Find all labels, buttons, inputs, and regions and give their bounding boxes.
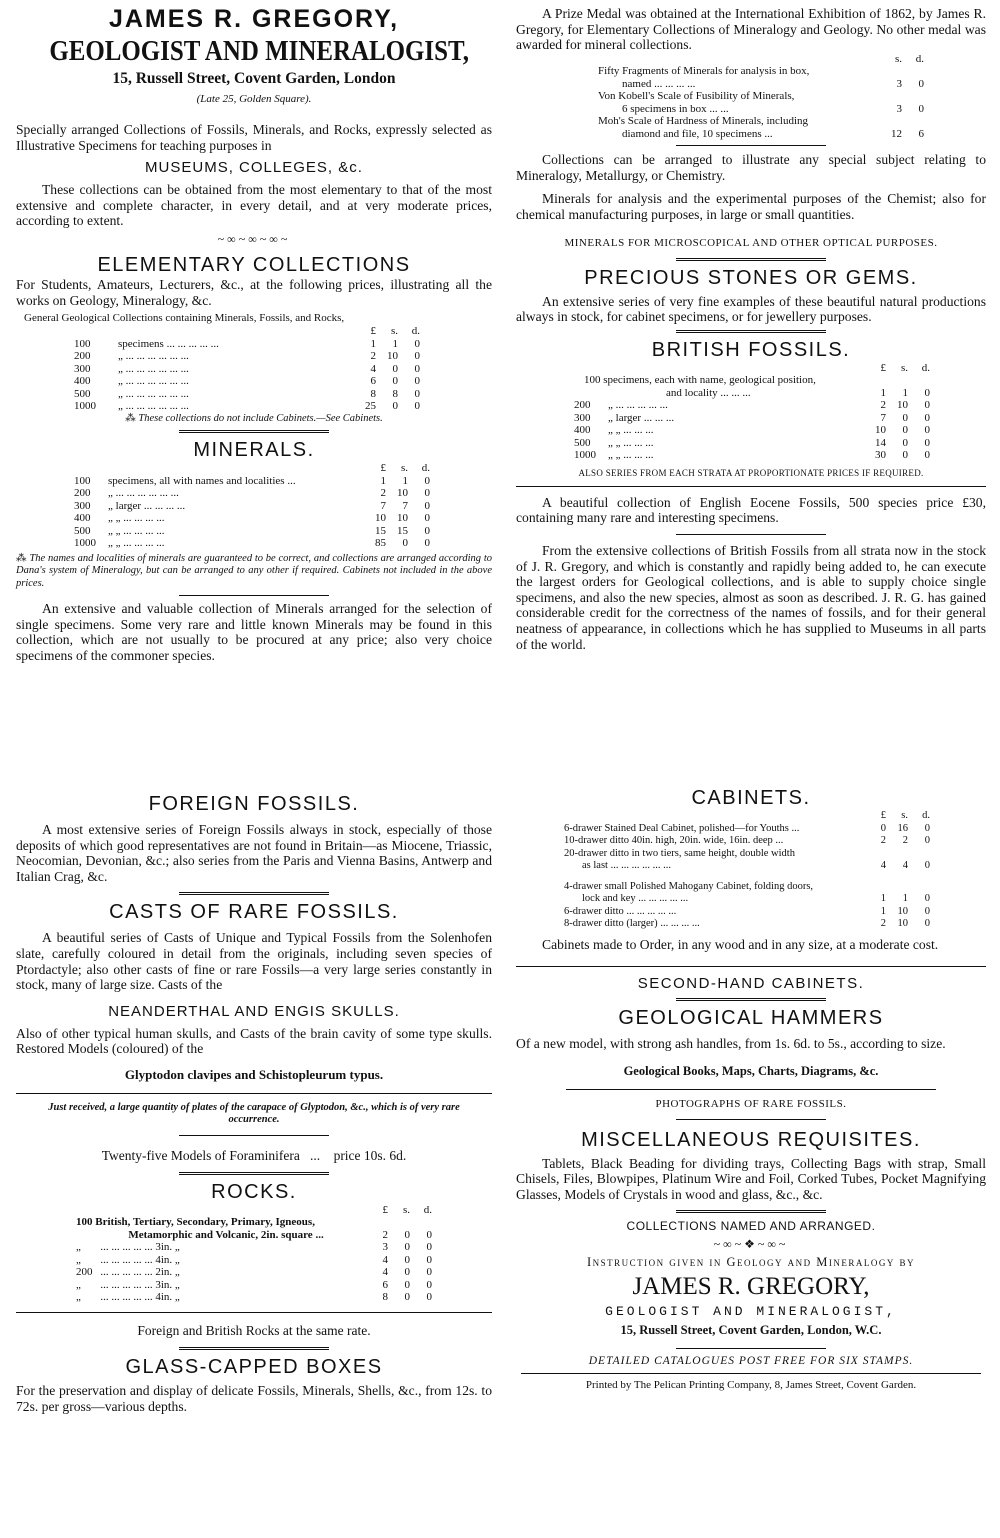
table-row: „ ... ... ... ... ... 4in. „ 4 0 0 <box>76 1253 432 1266</box>
elementary-heading: ELEMENTARY COLLECTIONS <box>97 253 411 276</box>
table-row: Von Kobell's Scale of Fusibility of Minerals, <box>598 90 795 103</box>
rocks-heading: ROCKS. <box>211 1180 297 1203</box>
table-row: 500 „ „ ... ... ... 14 0 0 <box>574 436 930 449</box>
table-row: 1000 „ ... ... ... ... ... ... 25 0 0 <box>74 400 420 413</box>
col-pounds: £ <box>370 325 376 338</box>
divider <box>179 892 329 895</box>
glyptodon-note: Just received, a large quantity of plates of the carapace of Glyptodon, &c., which is of very rare occurrence. <box>48 1101 460 1126</box>
table-row: 200 „ ... ... ... ... ... ... 2 10 0 <box>74 487 430 500</box>
divider <box>179 430 329 433</box>
divider <box>516 966 986 967</box>
table-row: Fifty Fragments of Minerals for analysis in box, <box>598 65 810 78</box>
divider <box>16 1312 492 1313</box>
divider <box>676 1210 826 1213</box>
divider <box>179 1347 329 1350</box>
company-title: GEOLOGIST AND MINERALOGIST, <box>49 35 470 67</box>
ornament-divider: ~∞~❖~∞~ <box>713 1237 789 1252</box>
divider <box>521 1373 981 1374</box>
british-first-line: 100 specimens, each with name, geological position, <box>584 374 816 387</box>
glass-heading: GLASS-CAPPED BOXES <box>125 1355 383 1378</box>
row-label: specimens ... ... ... ... ... <box>118 337 219 350</box>
microscopical-line: MINERALS FOR MICROSCOPICAL AND OTHER OPTICAL PURPOSES. <box>564 236 938 249</box>
table-row: 200 „ ... ... ... ... ... 2 10 0 <box>574 399 930 412</box>
table-row: Metamorphic and Volcanic, 2in. square ... 2 0 0 <box>128 1228 432 1241</box>
divider <box>179 595 329 596</box>
footer-address: 15, Russell Street, Covent Garden, London, W.C. <box>620 1323 882 1338</box>
late-address: (Late 25, Golden Square). <box>196 93 312 105</box>
elementary-price-table <box>72 325 422 413</box>
misc-heading: MISCELLANEOUS REQUISITES. <box>581 1128 921 1151</box>
table-row: Moh's Scale of Hardness of Minerals, including <box>598 115 809 128</box>
british-price-table: £ s. d. 100 specimens, each with name, geological position, and locality ... ... ... 1 1 0 200 „ ... ... ... ... ... 2 10 0 300 „ larger ... ... ... 7 0 0 400 „ „ ... ... ... 10 0 0 500 „ „ ... ... ... 14 0 0 1000 „ „ ... ... ... 30 0 0 <box>574 361 930 462</box>
printer-line: Printed by The Pelican Printing Company, 8, James Street, Covent Garden. <box>585 1379 917 1392</box>
right-column-top <box>516 6 986 652</box>
casts-text-2: Also of other typical human skulls, and Casts of the brain cavity of some type skulls. Restored Models (coloured) of the <box>16 1025 492 1057</box>
minerals-heading: MINERALS. <box>193 439 315 462</box>
divider <box>179 1172 329 1175</box>
table-row: „ ... ... ... ... ... 3in. „ 3 0 0 <box>76 1241 432 1254</box>
company-name: JAMES R. GREGORY, <box>108 5 400 33</box>
intro-text: Specially arranged Collections of Fossils, Minerals, and Rocks, expressly selected as Illustrative Specimens for teaching purposes in <box>16 122 492 153</box>
museums-heading: MUSEUMS, COLLEGES, &c. <box>145 159 363 177</box>
catalogues-line: DETAILED CATALOGUES POST FREE FOR SIX STAMPS. <box>588 1355 914 1368</box>
gems-heading: PRECIOUS STONES OR GEMS. <box>584 266 918 289</box>
hammers-text: Of a new model, with strong ash handles, from 1s. 6d. to 5s., according to size. <box>516 1036 946 1052</box>
table-row: 400 „ „ ... ... ... ... 10 10 0 <box>74 512 430 525</box>
table-row: lock and key ... ... ... ... ... 1 1 0 <box>582 893 930 904</box>
rocks-first-line: 100 British, Tertiary, Secondary, Primary, Igneous, <box>76 1216 315 1229</box>
table-row: 500 „ „ ... ... ... ... 15 15 0 <box>74 524 430 537</box>
instruction-line: Instruction given in Geology and Mineralogy by <box>586 1255 916 1270</box>
company-address: 15, Russell Street, Covent Garden, London <box>112 70 396 87</box>
table-row: 100 specimens ... ... ... ... ... 1 1 0 <box>74 337 420 350</box>
ornament-divider: ~∞~∞~∞~ <box>217 231 291 246</box>
table-row: 20-drawer ditto in two tiers, same height, double width <box>564 847 795 859</box>
divider <box>566 1089 936 1090</box>
minerals-text: An extensive and valuable collection of Minerals arranged for the selection of single specimens. Some very rare and little known Minerals may be found in this collection, which are not usually to be procured at any price; also very choice specimens of the commoner species. <box>16 601 492 663</box>
footer-title: GEOLOGIST AND MINERALOGIST, <box>605 1304 897 1320</box>
table-row: 6 specimens in box ... ... 3 0 <box>622 102 924 115</box>
table-row: 200 „ ... ... ... ... ... ... 2 10 0 <box>74 350 420 363</box>
casts-heading: CASTS OF RARE FOSSILS. <box>109 901 399 924</box>
divider <box>676 998 826 1001</box>
casts-text: A beautiful series of Casts of Unique and Typical Fossils from the Solenhofen slate, carefully coloured in detail from the originals, including seven species of Ptordactyle; also other casts of fine or rare Fossils—a very large series constantly in stock, many of large size. Casts of the <box>16 930 492 993</box>
left-column-top <box>16 4 492 664</box>
divider <box>516 486 986 487</box>
table-row: 6-drawer ditto ... ... ... ... ... 1 10 0 <box>564 905 930 917</box>
table-row: 400 „ ... ... ... ... ... ... 6 0 0 <box>74 375 420 388</box>
table-row: „ ... ... ... ... ... 3in. „ 6 0 0 <box>76 1278 432 1291</box>
cabinets-heading: CABINETS. <box>691 787 811 809</box>
glyptodon-line: Glyptodon clavipes and Schistopleurum typus. <box>124 1066 384 1082</box>
secondhand-heading: SECOND-HAND CABINETS. <box>637 975 865 993</box>
elementary-note: ⁂ These collections do not include Cabinets.—See Cabinets. <box>125 412 383 424</box>
cabinets-text: Cabinets made to Order, in any wood and in any size, at a moderate cost. <box>542 936 939 952</box>
table-row: 300 „ larger ... ... ... ... 7 7 0 <box>74 499 430 512</box>
divider <box>179 1135 329 1136</box>
table-row: named ... ... ... ... 3 0 <box>622 77 924 90</box>
table-row: 400 „ „ ... ... ... 10 0 0 <box>574 424 930 437</box>
divider <box>676 1119 826 1120</box>
table-row: diamond and file, 10 specimens ... 12 6 <box>622 127 924 140</box>
glass-text: For the preservation and display of delicate Fossils, Minerals, Shells, &c., from 12s. to 72s. per gross—various depths. <box>16 1382 492 1414</box>
eocene-text: A beautiful collection of English Eocene Fossils, 500 species price £30, containing many rare and interesting specimens. <box>516 494 986 526</box>
skulls-heading: NEANDERTHAL AND ENGIS SKULLS. <box>108 1002 400 1020</box>
british-heading: BRITISH FOSSILS. <box>651 338 851 361</box>
table-row: 300 „ larger ... ... ... 7 0 0 <box>574 411 930 424</box>
strata-line: ALSO SERIES FROM EACH STRATA AT PROPORTIONATE PRICES IF REQUIRED. <box>578 467 924 478</box>
divider <box>676 145 826 146</box>
foreign-text: A most extensive series of Foreign Fossils always in stock, especially of those deposits of which good representatives are not found in Britain—as Miocene, Triassic, Neocomian, Devonian, &c.; also series from the Paris and Vienna Basins, Antwerp and Italian Crag, &c. <box>16 822 492 884</box>
collections-text: Collections can be arranged to illustrate any special subject relating to Mineralogy, Metallurgy, or Chemistry. <box>516 152 986 183</box>
divider <box>676 330 826 333</box>
photos-line: PHOTOGRAPHS OF RARE FOSSILS. <box>655 1097 847 1110</box>
intro-text-2: These collections can be obtained from the most elementary to that of the most extensive and complete character, in every detail, and at very moderate prices, according to extent. <box>16 182 492 229</box>
table-row: 1000 „ „ ... ... ... ... 85 0 0 <box>74 537 430 550</box>
left-column-bottom <box>16 792 492 1414</box>
table-row: 6-drawer Stained Deal Cabinet, polished—for Youths ... 0 16 0 <box>564 822 930 834</box>
medal-text: A Prize Medal was obtained at the International Exhibition of 1862, by James R. Gregory, for Elementary Collections of Mineralogy and Geology. No other medal was awarded for mineral collections. <box>516 6 986 53</box>
table-row: 8-drawer ditto (larger) ... ... ... ... 2 10 0 <box>564 918 930 929</box>
books-line: Geological Books, Maps, Charts, Diagrams, &c. <box>623 1063 879 1078</box>
table-row: 10-drawer ditto 40in. high, 20in. wide, 16in. deep ... 2 2 0 <box>564 835 930 846</box>
hammers-heading: GEOLOGICAL HAMMERS <box>618 1007 884 1030</box>
chemist-text: Minerals for analysis and the experimental purposes of the Chemist; also for chemical manufacturing purposes, in large or small quantities. <box>516 191 986 223</box>
table-row: 300 „ ... ... ... ... ... ... 4 0 0 <box>74 362 420 375</box>
cabinets-price-table: £ s. d. 6-drawer Stained Deal Cabinet, polished—for Youths ... 0 16 0 10-drawer ditto 40in. high, 20in. wide, 16in. deep ... 2 2 0 20-drawer ditto in two tiers, same height, double width as last ... ... ... ... ... ... 4 4 0 4-drawer small Polished Mahogany Cabinet, folding doors, lock and key ... ... ... ... ... 1 1 0 6-drawer ditto ... ... ... ... ... 1 10 0 8-drawer ditto (larger) ... ... ... ... 2 10 0 <box>564 810 930 929</box>
right-column-bottom <box>516 786 986 1391</box>
gems-text: An extensive series of very fine examples of these beautiful natural productions always in stock, for cabinet specimens, or for jewellery purposes. <box>516 293 986 325</box>
table-row: 4-drawer small Polished Mahogany Cabinet, folding doors, <box>564 880 814 892</box>
col-pence: d. <box>411 325 420 338</box>
british-text: From the extensive collections of British Fossils from all strata now in the stock of J. R. Gregory, and which is constantly and rapidly being added to, he can execute the largest orders for Geological collections, and is able to supply choice single specimens, and also the new species, almost as soon as described. J. R. G. has gained considerable credit for the correctness of the names of fossils, and for their general neatness of appearance, in collections which he has supplied to Museums in all parts of the world. <box>516 543 986 652</box>
table-row: 1000 „ „ ... ... ... 30 0 0 <box>574 449 930 462</box>
foreign-heading: FOREIGN FOSSILS. <box>148 793 360 815</box>
footer-name: JAMES R. GREGORY, <box>632 1273 870 1301</box>
misc-text: Tablets, Black Beading for dividing trays, Collecting Bags with strap, Small Chisels, Files, Blowpipes, Platinum Wire and Foil, Corked Tubes, Pocket Magnifying Glasses, Models of Crystals in wood and glass, &c., &c. <box>516 1155 986 1202</box>
named-line: COLLECTIONS NAMED AND ARRANGED. <box>626 1219 876 1234</box>
rocks-price-table: £ s. d. 100 British, Tertiary, Secondary, Primary, Igneous, Metamorphic and Volcanic, 2in. square ... 2 0 0 „ ... ... ... ... ... 3in. „ 3 0 0 „ ... ... ... ... ... 4in. „ 4 0 0 200 ... ... ... ... ... 2in. „ 4 0 0 „ ... ... ... ... ... 3in. „ 6 0 0 „ ... ... ... ... ... 4in. „ 8 0 0 <box>76 1203 432 1304</box>
table-row: 500 „ ... ... ... ... ... ... 8 8 0 <box>74 387 420 400</box>
divider <box>676 258 826 261</box>
table-row: as last ... ... ... ... ... ... 4 4 0 <box>582 860 930 871</box>
minerals-note: ⁂ The names and localities of minerals are guaranteed to be correct, and collections are arranged according to Dana's system of Mineralogy, but can be arranged to any other if required. Cabinets not included in the above prices. <box>16 552 492 589</box>
minerals-price-table: £ s. d. 100 specimens, all with names and localities ... 1 1 0 200 „ ... ... ... ... ... ... 2 10 0 300 „ larger ... ... ... ... 7 7 0 400 „ „ ... ... ... ... 10 10 0 500 „ „ ... ... ... ... 15 15 0 1000 „ „ ... ... ... ... 85 0 0 <box>74 462 430 550</box>
elementary-subhead: General Geological Collections containing Minerals, Fossils, and Rocks, <box>24 312 345 325</box>
divider <box>16 1093 492 1094</box>
table-row: and locality ... ... ... 1 1 0 <box>666 386 930 399</box>
elementary-text: For Students, Amateurs, Lecturers, &c., at the following prices, illustrating all the works on Geology, Mineralogy, &c. <box>16 276 492 308</box>
analysis-price-table: s. d. Fifty Fragments of Minerals for analysis in box, named ... ... ... ... 3 0 Von Kobell's Scale of Fusibility of Minerals, 6 specimens in box ... ... 3 0 Moh's Scale of Hardness of Minerals, including diamond and file, 10 specimens ... 12 6 <box>598 52 924 140</box>
table-row: 100 specimens, all with names and localities ... 1 1 0 <box>74 474 430 487</box>
divider <box>676 534 826 535</box>
rocks-footer: Foreign and British Rocks at the same rate. <box>137 1322 371 1338</box>
table-row: „ ... ... ... ... ... 4in. „ 8 0 0 <box>76 1291 432 1304</box>
forams-line: Twenty-five Models of Foraminifera ... price 10s. 6d. <box>101 1147 407 1163</box>
col-shillings: s. <box>390 325 398 338</box>
table-row: 200 ... ... ... ... ... 2in. „ 4 0 0 <box>76 1266 432 1279</box>
divider <box>676 1348 826 1349</box>
